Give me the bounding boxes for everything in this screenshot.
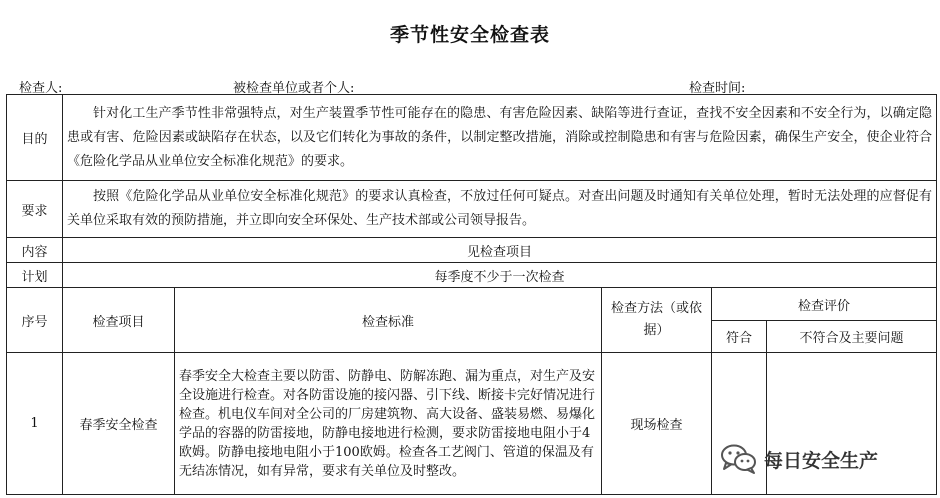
- row-method: 现场检查: [602, 353, 712, 495]
- plan-row: [7, 263, 937, 288]
- plan-value: 每季度不少于一次检查: [63, 263, 937, 288]
- page-title: 季节性安全检查表: [389, 24, 550, 46]
- header-method: 检查方法（或依据）: [602, 288, 712, 353]
- inspection-table: [6, 94, 937, 495]
- purpose-label: 目的: [7, 95, 63, 181]
- header-no: 序号: [7, 288, 63, 353]
- purpose-row: [7, 95, 937, 181]
- purpose-text: 针对化工生产季节性非常强特点，对生产装置季节性可能存在的隐患、有害危险因素、缺陷等进行查证，查找不安全因素和不安全行为，以确定隐患或有害、危险因素或缺陷存在状态，以及它们转化为事故的条件，以制定整改措施，消除或控制隐患和有害与危险因素，确保生产安全，使企业符合《危险化学品从业单位安全标准化规范》的要求。: [63, 95, 937, 181]
- wechat-watermark: [720, 439, 925, 479]
- wechat-icon: [720, 443, 758, 475]
- row-item: 春季安全检查: [63, 353, 175, 495]
- header-standard: 检查标准: [175, 288, 602, 353]
- inspected-unit-label: 被检查单位或者个人:: [233, 81, 355, 96]
- row-standard: 春季安全大检查主要以防雷、防静电、防解冻跑、漏为重点，对生产及安全设施进行检查。对各防雷设施的接闪器、引下线、断接卡完好情况进行检查。机电仪车间对全公司的厂房建筑物、高大设备、盛装易燃、易爆化学品的容器的防雷接地，防静电接地进行检测，要求防雷接地电阻小于4欧姆。防静电接地电阻小于100欧姆。检查各工艺阀门、管道的保温及有无结冻情况，如有异常，要求有关单位及时整改。: [175, 353, 602, 495]
- header-item: 检查项目: [63, 288, 175, 353]
- content-value: 见检查项目: [63, 238, 937, 263]
- inspection-time-label: 检查时间:: [689, 81, 746, 96]
- requirement-text: 按照《危险化学品从业单位安全标准化规范》的要求认真检查，不放过任何可疑点。对查出问题及时通知有关单位处理，暂时无法处理的应督促有关单位采取有效的预防措施，并立即向安全环保处、生产技术部或公司领导报告。: [63, 181, 937, 238]
- inspector-label: 检查人:: [19, 81, 63, 96]
- requirement-label: 要求: [7, 181, 63, 238]
- requirement-row: [7, 181, 937, 238]
- content-row: [7, 238, 937, 263]
- content-label: 内容: [7, 238, 63, 263]
- row-no: 1: [7, 353, 63, 495]
- header-evaluation: 检查评价: [712, 288, 937, 321]
- header-row: [7, 288, 937, 321]
- header-conform: 符合: [712, 321, 767, 353]
- header-nonconform: 不符合及主要问题: [767, 321, 937, 353]
- watermark-text: 每日安全生产: [764, 449, 879, 472]
- plan-label: 计划: [7, 263, 63, 288]
